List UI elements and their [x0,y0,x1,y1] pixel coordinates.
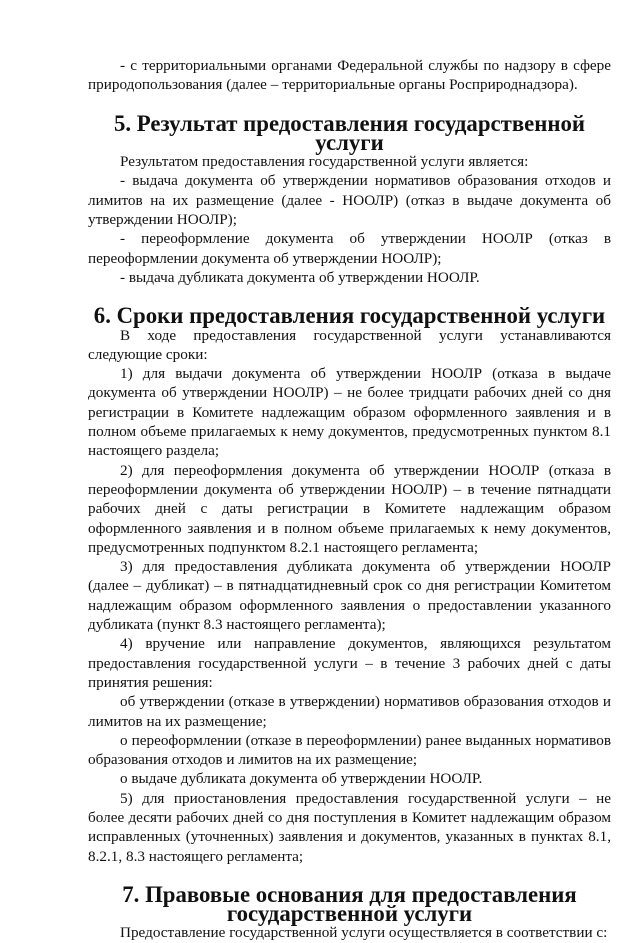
heading-section-6: 6. Сроки предоставления государственной услуги [93,303,606,329]
paragraph-legal-intro: Предоставление государственной услуги осуществляется в соответствии с: [120,924,608,942]
paragraph-terms-intro: В ходе предоставления государственной услуги устанавливаются следующие сроки: [88,326,611,363]
term-item-1: 1) для выдачи документа об утверждении НООЛР (отказа в выдаче документа об утверждении НООЛР) – не более тридцати рабочих дней со дня регистрации в Комитете надлежащим образом оформленного заявления и в полном объеме прилагаемых к нему документов, предусмотренных пунктом 8.1 настоящего раздела; [88,365,611,460]
list-item-reissuance: - переоформление документа об утверждении НООЛР (отказ в переоформлении документа об утверждении НООЛР); [88,230,611,267]
term-item-4: 4) вручение или направление документов, являющихся результатом предоставления государственной услуги – в течение 3 рабочих дней с даты принятия решения: [88,635,611,691]
term-item-3: 3) для предоставления дубликата документа об утверждении НООЛР (далее – дубликат) – в пятнадцатидневный срок со дня регистрации Комитетом надлежащим образом оформленного заявления о предоставлении указанного дубликата (пункт 8.3 настоящего регламента); [88,558,611,634]
list-item-duplicate: - выдача дубликата документа об утверждении НООЛР. [120,268,480,286]
term-subitem-approval: об утверждении (отказе в утверждении) нормативов образования отходов и лимитов на их размещение; [88,693,611,730]
list-item-issuance: - выдача документа об утверждении нормативов образования отходов и лимитов на их размещение (далее - НООЛР) (отказ в выдаче документа об утверждении НООЛР); [88,172,611,229]
term-subitem-reissue: о переоформлении (отказе в переоформлении) ранее выданных нормативов образования отходов и лимитов на их размещение; [88,731,611,769]
heading-section-5: 5. Результат предоставления государственной услуги [113,110,586,155]
paragraph-rosprirodnadzor: - с территориальными органами Федеральной службы по надзору в сфере природопользования (далее – территориальные органы Росприроднадзора). [88,57,611,94]
term-item-5: 5) для приостановления предоставления государственной услуги – не более десяти рабочих дней со дня поступления в Комитет надлежащим образом исправленных (уточненных) заявления и документов, указанных в пунктах 8.1, 8.2.1, 8.3 настоящего регламента; [88,789,611,865]
term-subitem-duplicate: о выдаче дубликата документа об утверждении НООЛР. [120,770,483,788]
paragraph-result-intro: Результатом предоставления государственной услуги является: [120,153,529,171]
heading-section-7: 7. Правовые основания для предоставления государственной услуги [122,881,577,927]
document-page [88,56,611,943]
term-item-2: 2) для переоформления документа об утверждении НООЛР (отказа в переоформлении документа об утверждении НООЛР) – в течение пятнадцати рабочих дней с даты регистрации в Комитете надлежащим образом оформленного заявления и в полном объеме прилагаемых к нему документов, предусмотренных подпунктом 8.2.1 настоящего регламента; [88,461,611,556]
